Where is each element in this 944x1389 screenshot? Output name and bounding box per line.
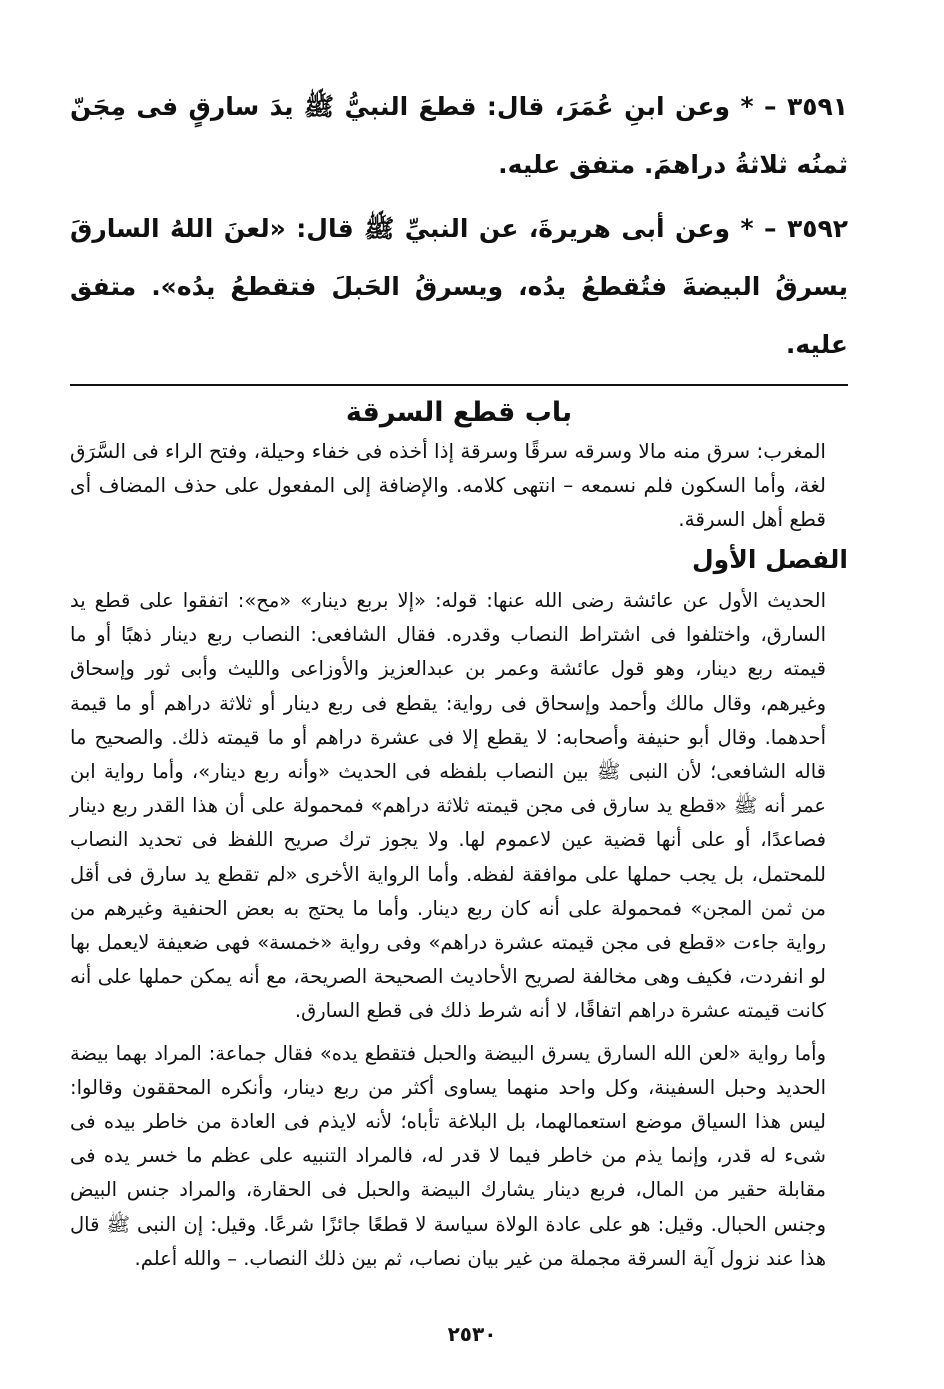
commentary-paragraph-1: الحديث الأول عن عائشة رضى الله عنها: قوله: «إلا بربع دينار» «مح»: اتفقوا على قطع يد السارق، واختلفوا فى اشتراط النصاب وقدره. فقال الشافعى: النصاب ربع دينار ذهبًا أو ما قيمته ربع دينار، وهو قول عائشة وعمر بن عبدالعزيز والأوزاعى والليث وأبى ثور وإسحاق وغيرهم، وقال مالك وأحمد وإسحاق فى رواية: يقطع فى ربع دينار أو ثلاثة دراهم أو ما قيمة أحدهما. وقال أبو حنيفة وأصحابه: لا يقطع إلا فى عشرة دراهم أو ما قيمته ذلك. والصحيح ما قاله الشافعى؛ لأن النبى ﷺ بين النصاب بلفظه فى الحديث «وأنه ربع دينار»، وأما رواية ابن عمر أنه ﷺ «قطع يد سارق فى مجن قيمته ثلاثة دراهم» فمحمولة على أن هذا القدر ربع دينار فصاعدًا، أو على أنها قضية عين لاعموم لها. ولا يجوز ترك صريح اللفظ فى تحديد النصاب للمحتمل، بل يجب حملها على موافقة لفظه. وأما الرواية الأخرى «لم تقطع يد سارق فى أقل من ثمن المجن» فمحمولة على أنه كان ربع دينار. وأما ما يحتج به بعض الحنفية وغيرهم من رواية جاءت «قطع فى مجن قيمته عشرة دراهم» وفى رواية «خمسة» فهى ضعيفة لايعمل بها لو انفردت، فكيف وهى مخالفة لصريح الأحاديث الصحيحة الصريحة، مع أنه يمكن حملها على أنه كانت قيمته عشرة دراهم اتفاقًا، لا أنه شرط ذلك فى قطع السارق. xyxy=(70,589,826,1023)
hadith-3591 xyxy=(70,78,848,194)
page-number: ٢٥٣٠ xyxy=(447,1322,497,1346)
hadith-text: – * وعن ابنِ عُمَرَ، قال: قطعَ النبيُّ ﷺ يدَ سارقٍ فى مِجَنّ ثمنُه ثلاثةُ دراهمَ. متفق عليه. xyxy=(70,92,848,179)
commentary-paragraph-2: وأما رواية «لعن الله السارق يسرق البيضة والحبل فتقطع يده» فقال جماعة: المراد بهما بيضة الحديد وحبل السفينة، وكل واحد منهما يساوى أكثر من ربع دينار، وأنكره المحققون وقالوا: ليس هذا السياق موضع استعمالهما، بل البلاغة تأباه؛ لأنه لايذم فى العادة من خاطر بيده فى شىء له قدر، وإنما يذم من خاطر فيما لا قدر له، فالمراد التنبيه على عظم ما خسر يده فى مقابلة حقير من المال، فربع دينار يشارك البيضة والحبل فى الحقارة، والمراد جنس البيض وجنس الحبال. وقيل: هو على عادة الولاة سياسة لا قطعًا جائزًا شرعًا. وقيل: إن النبى ﷺ قال هذا عند نزول آية السرقة مجملة من غير بيان نصاب، ثم بين ذلك النصاب. – والله أعلم. xyxy=(70,1041,826,1270)
hadith-3592 xyxy=(70,200,848,374)
hadith-text: – * وعن أبى هريرةَ، عن النبيِّ ﷺ قال: «لعنَ اللهُ السارقَ يسرقُ البيضةَ فتُقطعُ يدُه، ويسرقُ الحَبلَ فتقطعُ يدُه». متفق عليه. xyxy=(70,214,848,359)
chapter-intro: المغرب: سرق منه مالا وسرقه سرقًا وسرقة إذا أخذه فى خفاء وحيلة، وفتح الراء فى السَّرَق لغة، وأما السكون فلم نسمعه – انتهى كلامه. والإضافة إلى المفعول على حذف المضاف أى قطع أهل السرقة. xyxy=(70,439,826,531)
page-body xyxy=(70,78,848,1276)
hadith-number: ٣٥٩١ xyxy=(786,92,848,121)
hadith-number: ٣٥٩٢ xyxy=(786,214,848,243)
section-title: الفصل الأول xyxy=(691,545,848,574)
chapter-title: باب قطع السرقة xyxy=(345,397,573,428)
section-divider xyxy=(70,384,848,386)
